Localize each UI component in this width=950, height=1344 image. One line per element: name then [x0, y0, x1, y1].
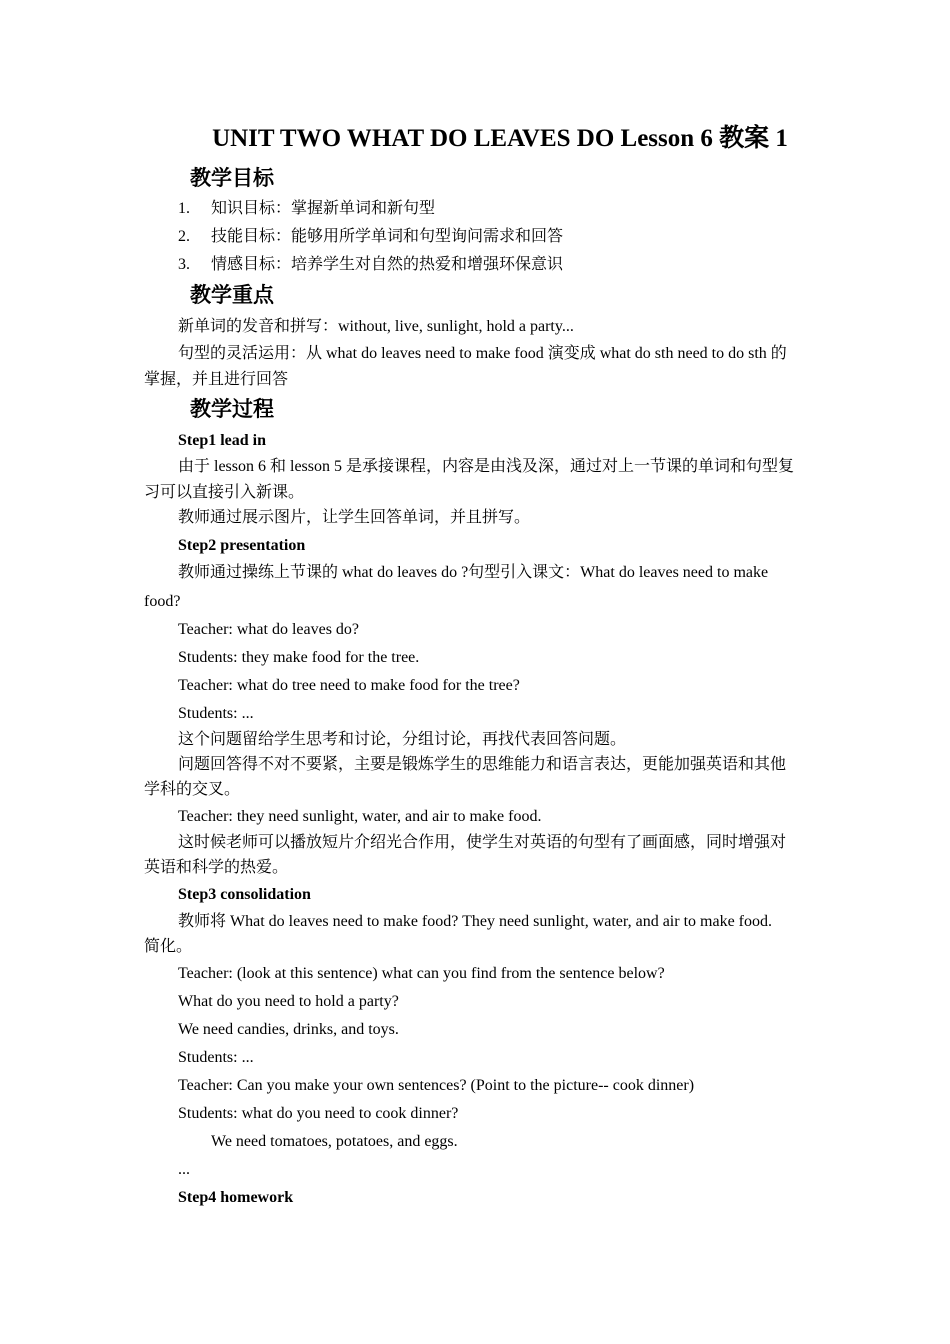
objective-text-3: 情感目标：培养学生对自然的热爱和增强环保意识: [211, 256, 564, 273]
step2-dialog-4: Students: ...: [178, 705, 254, 722]
objective-text-1: 知识目标：掌握新单词和新句型: [211, 200, 436, 217]
step2-paragraph-1-line-1: 教师通过操练上节课的 what do leaves do ?句型引入课文：What do leaves need to make: [178, 564, 769, 581]
step2-paragraph-3-line-1: 问题回答得不对不要紧，主要是锻炼学生的思维能力和语言表达，更能加强英语和其他: [178, 756, 787, 773]
keypoint-paragraph-2-line-1: 句型的灵活运用：从 what do leaves need to make food 演变成 what do sth need to do sth 的: [178, 345, 787, 362]
objective-number-2: 2.: [178, 228, 190, 245]
objective-number-3: 3.: [178, 256, 190, 273]
step4-title: Step4 homework: [178, 1189, 294, 1206]
keypoint-paragraph-1: 新单词的发音和拼写：without, live, sunlight, hold a party...: [178, 318, 574, 335]
step2-paragraph-1-line-2: food?: [144, 593, 181, 610]
step3-paragraph-1-line-1: 教师将 What do leaves need to make food? They need sunlight, water, and air to make food.: [178, 913, 772, 930]
document-title: UNIT TWO WHAT DO LEAVES DO Lesson 6 教案 1: [212, 125, 788, 152]
keypoint-paragraph-2-line-2: 掌握，并且进行回答: [144, 371, 289, 388]
step3-dialog-4: Students: ...: [178, 1049, 254, 1066]
objective-text-2: 技能目标：能够用所学单词和句型询问需求和回答: [211, 228, 564, 245]
step2-title: Step2 presentation: [178, 537, 306, 554]
step3-paragraph-1-line-2: 简化。: [144, 938, 193, 955]
step3-dialog-2: What do you need to hold a party?: [178, 993, 399, 1010]
step1-title: Step1 lead in: [178, 432, 267, 449]
keypoints-heading: 教学重点: [190, 283, 274, 307]
step3-dialog-5: Teacher: Can you make your own sentences? (Point to the picture-- cook dinner): [178, 1077, 695, 1094]
process-heading: 教学过程: [190, 397, 274, 421]
step3-dialog-6: Students: what do you need to cook dinner?: [178, 1105, 459, 1122]
step3-dialog-3: We need candies, drinks, and toys.: [178, 1021, 399, 1038]
objectives-heading: 教学目标: [190, 166, 274, 190]
step1-paragraph-2: 教师通过展示图片，让学生回答单词，并且拼写。: [178, 509, 531, 526]
step3-dialog-1: Teacher: (look at this sentence) what can you find from the sentence below?: [178, 965, 665, 982]
step3-title: Step3 consolidation: [178, 886, 311, 903]
step3-dialog-7: We need tomatoes, potatoes, and eggs.: [211, 1133, 458, 1150]
step2-dialog-2: Students: they make food for the tree.: [178, 649, 420, 666]
step1-paragraph-1-line-2: 习可以直接引入新课。: [144, 484, 305, 501]
step2-paragraph-4-line-1: 这时候老师可以播放短片介绍光合作用，使学生对英语的句型有了画面感，同时增强对: [178, 834, 787, 851]
step3-ellipsis: ...: [178, 1161, 190, 1178]
step2-paragraph-4-line-2: 英语和科学的热爱。: [144, 859, 289, 876]
step2-paragraph-2: 这个问题留给学生思考和讨论，分组讨论，再找代表回答问题。: [178, 731, 627, 748]
step2-dialog-5: Teacher: they need sunlight, water, and air to make food.: [178, 808, 542, 825]
step2-paragraph-3-line-2: 学科的交叉。: [144, 781, 241, 798]
step2-dialog-3: Teacher: what do tree need to make food for the tree?: [178, 677, 520, 694]
objective-number-1: 1.: [178, 200, 190, 217]
step2-dialog-1: Teacher: what do leaves do?: [178, 621, 360, 638]
step1-paragraph-1-line-1: 由于 lesson 6 和 lesson 5 是承接课程，内容是由浅及深，通过对上一节课的单词和句型复: [178, 458, 795, 475]
